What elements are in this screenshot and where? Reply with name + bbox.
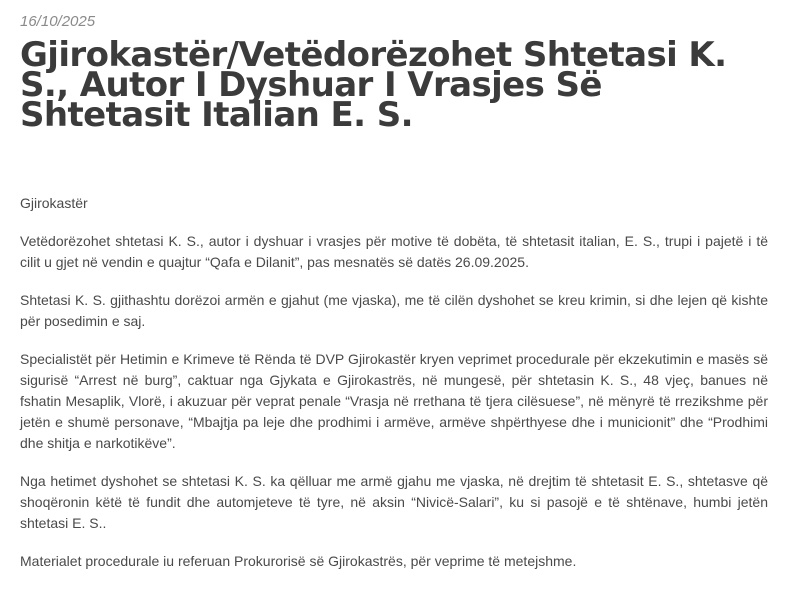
article-title: Gjirokastër/Vetëdorëzohet Shtetasi K. S., Autor I Dyshuar I Vrasjes Së Shtetasit Italian E. S. <box>20 35 727 135</box>
body-paragraph: Shtetasi K. S. gjithashtu dorëzoi armën e gjahut (me vjaska), me të cilën dyshohet se kreu krimin, si dhe lejen që kishte për posedimin e saj. <box>20 292 768 329</box>
body-paragraph: Vetëdorëzohet shtetasi K. S., autor i dyshuar i vrasjes për motive të dobëta, të shtetasit italian, E. S., trupi i pajetë i të cilit u gjet në vendin e quajtur “Qafa e Dilanit”, pas mesnatës së datës 26.09.2025. <box>20 233 768 270</box>
body-paragraph: Materialet procedurale iu referuan Prokurorisë së Gjirokastrës, për veprime të metejshme. <box>20 553 577 569</box>
body-paragraph: Specialistët për Hetimin e Krimeve të Rënda të DVP Gjirokastër kryen veprimet procedurale për ekzekutimin e masës së sigurisë “Arrest në burg”, caktuar nga Gjykata e Gjirokastrës, në mungesë, për shtetasin K. S., 48 vjeç, banues në fshatin Mesaplik, Vlorë, i akuzuar për veprat penale “Vrasja në rrethana të tjera cilësuese”, në mënyrë të rrezikshme për jetën e shumë personave, “Mbajtja pa leje dhe prodhimi i armëve, armëve shpërthyese dhe i municionit” dhe “Prodhimi dhe shitja e narkotikëve”. <box>20 351 768 451</box>
dateline-paragraph: Gjirokastër <box>20 195 88 211</box>
article-body <box>20 193 768 589</box>
body-paragraph: Nga hetimet dyshohet se shtetasi K. S. ka qëlluar me armë gjahu me vjaska, në drejtim të shtetasit E. S., shtetasve që shoqëronin këtë të fundit dhe automjeteve të tyre, në aksin “Nivicë-Salari”, ku si pasojë e të shtënave, humbi jetën shtetasi E. S.. <box>20 473 768 531</box>
publish-date: 16/10/2025 <box>20 13 96 30</box>
